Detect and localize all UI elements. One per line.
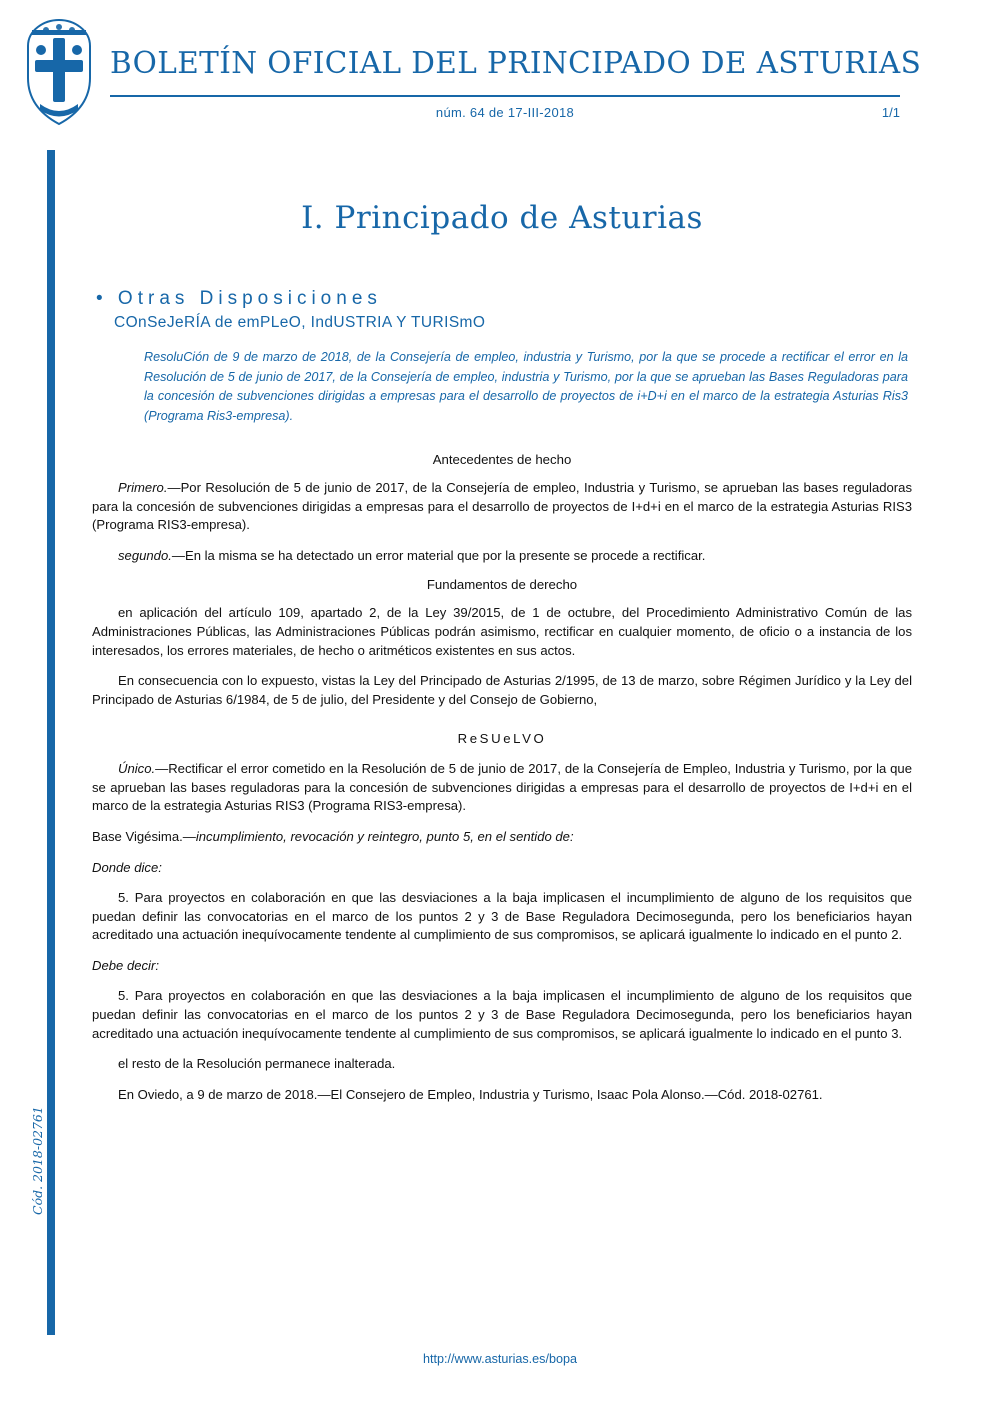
masthead-divider bbox=[110, 95, 900, 97]
left-accent-bar bbox=[47, 150, 55, 1335]
text-base: incumplimiento, revocación y reintegro, punto 5, en el sentido de: bbox=[195, 829, 574, 844]
masthead-title: BOLETÍN OFICIAL DEL PRINCIPADO DE ASTURIAS bbox=[110, 46, 922, 80]
asturias-coat-of-arms-icon bbox=[22, 16, 96, 128]
label-donde-dice: Donde dice: bbox=[92, 859, 162, 875]
issuing-body: COnSeJeRÍA de emPLeO, IndUSTRIA Y TURISmO bbox=[114, 314, 486, 331]
label-unico: Único.— bbox=[118, 761, 169, 777]
issue-number: núm. 64 de 17-III-2018 bbox=[435, 105, 575, 120]
footer-url[interactable]: http://www.asturias.es/bopa bbox=[422, 1352, 577, 1366]
page-title: I. Principado de Asturias bbox=[301, 200, 703, 236]
paragraph-base bbox=[92, 828, 912, 847]
text-segundo: En la misma se ha detectado un error material que por la presente se procede a rectificar. bbox=[184, 547, 706, 563]
text-unico: Rectificar el error cometido en la Resolución de 5 de junio de 2017, de la Consejería de Empleo, Industria y Turismo, por la que se aprueban las bases reguladoras para la concesión de subvenciones dirigidas a empresas para el desarrollo de proyectos de I+d+i en el marco de la estrategia Asturias RIS3 (Programa RIS3-empresa). bbox=[92, 761, 912, 814]
label-debe-decir: Debe decir: bbox=[92, 957, 159, 973]
document-code-vertical: Cód. 2018-02761 bbox=[30, 1106, 45, 1215]
paragraph-consecuencia: En consecuencia con lo expuesto, vistas la Ley del Principado de Asturias 2/1995, de 13 de marzo, sobre Régimen Jurídico y la Ley del Principado de Asturias 6/1984, de 5 de julio, del Presidente y del Consejo de Gobierno, bbox=[92, 673, 912, 707]
heading-fundamentos: Fundamentos de derecho bbox=[426, 577, 578, 593]
section-heading bbox=[96, 288, 912, 310]
paragraph-signature: En Oviedo, a 9 de marzo de 2018.—El Consejero de Empleo, Industria y Turismo, Isaac Pola Alonso.—Cód. 2018-02761. bbox=[118, 1086, 823, 1102]
resolution-summary: ResoluCión de 9 de marzo de 2018, de la Consejería de empleo, industria y Turismo, por la que se procede a rectificar el error en la Resolución de 5 de junio de 2017, de la Consejería de empleo, industria y Turismo, por la que se aprueban las Bases Reguladoras para la concesión de subvenciones dirigidas a empresas para el desarrollo de proyectos de i+D+i en el marco de la estrategia Asturias Ris3 (Programa Ris3-empresa). bbox=[144, 350, 908, 423]
paragraph-donde-dice: 5. Para proyectos en colaboración en que las desviaciones a la baja implicasen el incumplimiento de alguno de los requisitos que puedan definir las convocatorias en el marco de los puntos 2 y 3 de Base Reguladora Decimosegunda, pero los beneficiarios hayan acreditado una actuación inequívocamente tendente al cumplimiento de sus compromisos, se aplicará igualmente lo indicado en el punto 2. bbox=[92, 890, 912, 943]
document-content bbox=[92, 190, 912, 1116]
paragraph-fundamentos: en aplicación del artículo 109, apartado 2, de la Ley 39/2015, de 1 de octubre, del Procedimiento Administrativo Común de las Administraciones Públicas, las Administraciones Públicas podrán asimismo, rectificar en cualquier momento, de oficio o a instancia de los interesados, los errores materiales, de hecho o aritméticos existentes en sus actos. bbox=[92, 605, 912, 658]
heading-resuelvo: ReSUeLVO bbox=[457, 731, 547, 747]
label-base: Base Vigésima.— bbox=[92, 829, 196, 844]
paragraph-segundo bbox=[92, 547, 912, 566]
text-primero: Por Resolución de 5 de junio de 2017, de la Consejería de empleo, Industria y Turismo, se aprueban las bases reguladoras para la concesión de subvenciones dirigidas a empresas para el desarrollo de proyectos de I+d+i en el marco de la estrategia Asturias RIS3 (Programa RIS3-empresa). bbox=[92, 480, 912, 533]
heading-antecedentes: Antecedentes de hecho bbox=[432, 452, 572, 468]
paragraph-primero bbox=[92, 479, 912, 535]
section-label: • Otras Disposiciones bbox=[96, 288, 382, 309]
label-primero: Primero.— bbox=[118, 480, 181, 496]
paragraph-debe-decir: 5. Para proyectos en colaboración en que las desviaciones a la baja implicasen el incumplimiento de alguno de los requisitos que puedan definir las convocatorias en el marco de los puntos 2 y 3 de Base Reguladora Decimosegunda, pero los beneficiarios hayan acreditado una actuación inequívocamente tendente al cumplimiento de sus compromisos, se aplicará igualmente lo indicado en el punto 3. bbox=[92, 988, 912, 1041]
page-number: 1/1 bbox=[881, 105, 900, 120]
paragraph-resto: el resto de la Resolución permanece inalterada. bbox=[118, 1056, 396, 1072]
paragraph-unico bbox=[92, 760, 912, 816]
label-segundo: segundo.— bbox=[118, 547, 185, 563]
page-header bbox=[0, 0, 1000, 140]
